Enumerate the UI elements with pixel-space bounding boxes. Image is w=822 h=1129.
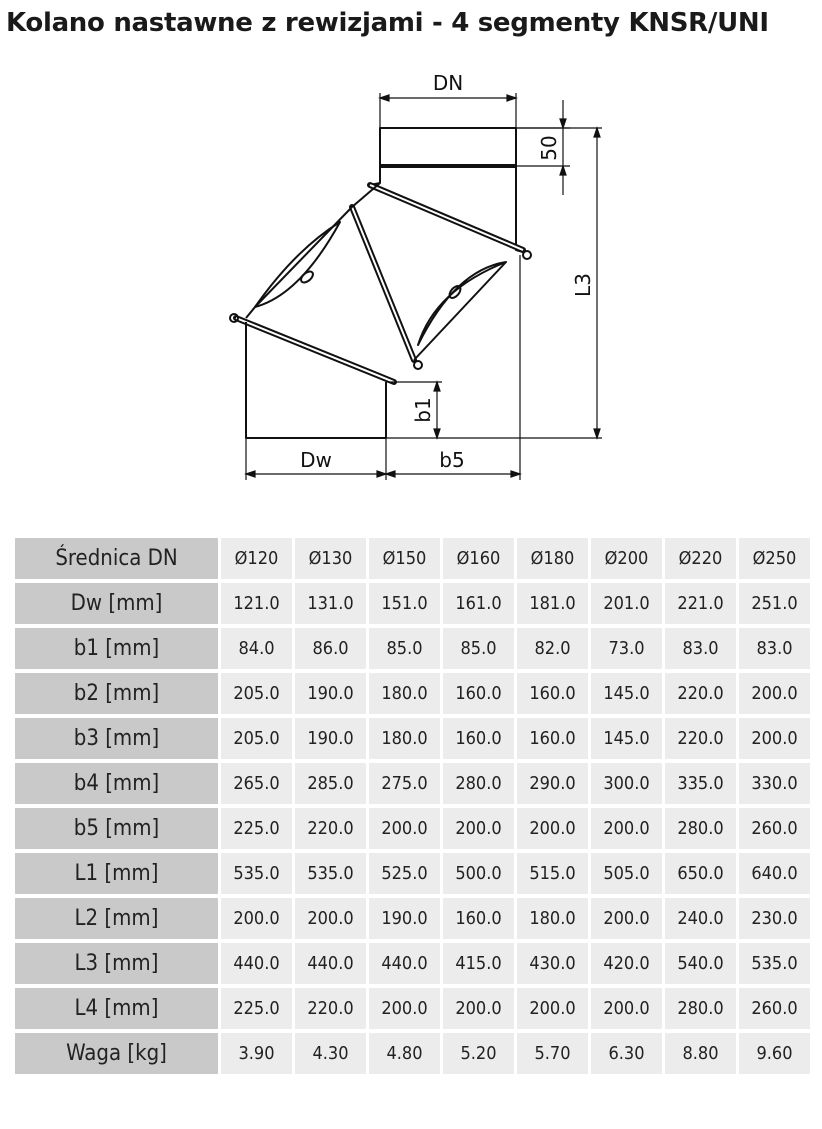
row-header: b3 [mm] [15, 718, 218, 759]
table-cell: 535.0 [739, 943, 810, 984]
table-cell: 201.0 [591, 583, 662, 624]
table-row [15, 628, 810, 669]
table-row [15, 943, 810, 984]
table-row [15, 808, 810, 849]
table-cell: 540.0 [665, 943, 736, 984]
row-header: b5 [mm] [15, 808, 218, 849]
table-cell: 290.0 [517, 763, 588, 804]
table-cell: 430.0 [517, 943, 588, 984]
table-cell: Ø250 [739, 538, 810, 579]
row-header: Średnica DN [15, 538, 218, 579]
table-cell: 160.0 [443, 898, 514, 939]
table-cell: Ø150 [369, 538, 440, 579]
label-b1: b1 [411, 397, 435, 423]
table-cell: 225.0 [221, 988, 292, 1029]
table-cell: 285.0 [295, 763, 366, 804]
table-row [15, 673, 810, 714]
table-cell: 415.0 [443, 943, 514, 984]
table-cell: 86.0 [295, 628, 366, 669]
top-segment [370, 166, 380, 185]
table-cell: 335.0 [665, 763, 736, 804]
table-cell: 220.0 [665, 673, 736, 714]
row-header: Waga [kg] [15, 1033, 218, 1074]
table-cell: 181.0 [517, 583, 588, 624]
table-row [15, 898, 810, 939]
table-cell: 265.0 [221, 763, 292, 804]
table-cell: 180.0 [369, 673, 440, 714]
label-50: 50 [537, 135, 561, 161]
table-cell: 251.0 [739, 583, 810, 624]
table-cell: 200.0 [739, 718, 810, 759]
row-header: L2 [mm] [15, 898, 218, 939]
label-b5: b5 [439, 448, 465, 472]
row-header: b4 [mm] [15, 763, 218, 804]
table-cell: 83.0 [665, 628, 736, 669]
table-cell: 525.0 [369, 853, 440, 894]
table-cell: Ø120 [221, 538, 292, 579]
table-cell: 440.0 [369, 943, 440, 984]
table-cell: Ø130 [295, 538, 366, 579]
table-cell: 280.0 [443, 763, 514, 804]
elbow-technical-drawing [0, 55, 822, 495]
table-cell: 180.0 [517, 898, 588, 939]
table-cell: 160.0 [517, 673, 588, 714]
table-cell: 200.0 [369, 988, 440, 1029]
table-cell: 650.0 [665, 853, 736, 894]
top-collar [380, 128, 516, 166]
table-cell: 225.0 [221, 808, 292, 849]
table-cell: 200.0 [221, 898, 292, 939]
table-cell: 230.0 [739, 898, 810, 939]
table-cell: 121.0 [221, 583, 292, 624]
label-dw: Dw [300, 448, 332, 472]
table-cell: 145.0 [591, 673, 662, 714]
table-cell: 300.0 [591, 763, 662, 804]
row-header: Dw [mm] [15, 583, 218, 624]
table-cell: 200.0 [739, 673, 810, 714]
table-cell: 6.30 [591, 1033, 662, 1074]
table-cell: 505.0 [591, 853, 662, 894]
table-cell: 220.0 [295, 808, 366, 849]
table-row [15, 763, 810, 804]
table-cell: 5.20 [443, 1033, 514, 1074]
table-cell: 84.0 [221, 628, 292, 669]
table-cell: 275.0 [369, 763, 440, 804]
table-cell: Ø180 [517, 538, 588, 579]
table-cell: 260.0 [739, 808, 810, 849]
table-cell: 205.0 [221, 673, 292, 714]
table-cell: 161.0 [443, 583, 514, 624]
table-cell: 535.0 [295, 853, 366, 894]
table-cell: 160.0 [517, 718, 588, 759]
table-cell: 200.0 [295, 898, 366, 939]
table-cell: 9.60 [739, 1033, 810, 1074]
table-cell: 200.0 [443, 988, 514, 1029]
table-cell: 160.0 [443, 673, 514, 714]
table-cell: 4.80 [369, 1033, 440, 1074]
table-cell: 640.0 [739, 853, 810, 894]
label-l3: L3 [571, 273, 595, 297]
row-header: L1 [mm] [15, 853, 218, 894]
table-cell: 280.0 [665, 988, 736, 1029]
table-cell: 83.0 [739, 628, 810, 669]
table-cell: 85.0 [443, 628, 514, 669]
row-header: L3 [mm] [15, 943, 218, 984]
table-cell: 500.0 [443, 853, 514, 894]
table-cell: Ø200 [591, 538, 662, 579]
table-cell: 200.0 [591, 988, 662, 1029]
table-cell: 8.80 [665, 1033, 736, 1074]
table-cell: 221.0 [665, 583, 736, 624]
table-cell: 3.90 [221, 1033, 292, 1074]
table-cell: 190.0 [295, 718, 366, 759]
table-cell: 515.0 [517, 853, 588, 894]
specification-table [12, 534, 813, 1078]
table-row [15, 538, 810, 579]
table-cell: 73.0 [591, 628, 662, 669]
table-cell: 280.0 [665, 808, 736, 849]
table-row [15, 988, 810, 1029]
row-header: L4 [mm] [15, 988, 218, 1029]
table-cell: 4.30 [295, 1033, 366, 1074]
table-cell: 82.0 [517, 628, 588, 669]
page-title: Kolano nastawne z rewizjami - 4 segmenty KNSR/UNI [6, 8, 769, 38]
table-cell: 200.0 [591, 898, 662, 939]
table-cell: 535.0 [221, 853, 292, 894]
table-cell: 131.0 [295, 583, 366, 624]
table-cell: 85.0 [369, 628, 440, 669]
table-cell: 200.0 [517, 808, 588, 849]
row-header: b1 [mm] [15, 628, 218, 669]
pivot-bolt [523, 251, 531, 259]
table-cell: 260.0 [739, 988, 810, 1029]
table-cell: 200.0 [517, 988, 588, 1029]
row-header: b2 [mm] [15, 673, 218, 714]
table-cell: 160.0 [443, 718, 514, 759]
label-dn: DN [432, 71, 464, 95]
table-cell: 205.0 [221, 718, 292, 759]
table-row [15, 853, 810, 894]
elbow-outline [230, 128, 531, 438]
table-row [15, 1033, 810, 1074]
table-cell: 440.0 [221, 943, 292, 984]
bottom-segment [246, 322, 386, 438]
table-cell: Ø220 [665, 538, 736, 579]
table-cell: 180.0 [369, 718, 440, 759]
table-cell: 240.0 [665, 898, 736, 939]
table-cell: 151.0 [369, 583, 440, 624]
table-row [15, 718, 810, 759]
table-cell: 200.0 [369, 808, 440, 849]
table-cell: 330.0 [739, 763, 810, 804]
table-cell: 200.0 [591, 808, 662, 849]
table-cell: 190.0 [295, 673, 366, 714]
table-cell: 145.0 [591, 718, 662, 759]
table-cell: 440.0 [295, 943, 366, 984]
table-row [15, 583, 810, 624]
table-cell: 5.70 [517, 1033, 588, 1074]
table-cell: 220.0 [295, 988, 366, 1029]
table-cell: 190.0 [369, 898, 440, 939]
table-cell: 420.0 [591, 943, 662, 984]
table-cell: Ø160 [443, 538, 514, 579]
table-cell: 200.0 [443, 808, 514, 849]
inspection-hatch-right [418, 262, 506, 345]
table-cell: 220.0 [665, 718, 736, 759]
